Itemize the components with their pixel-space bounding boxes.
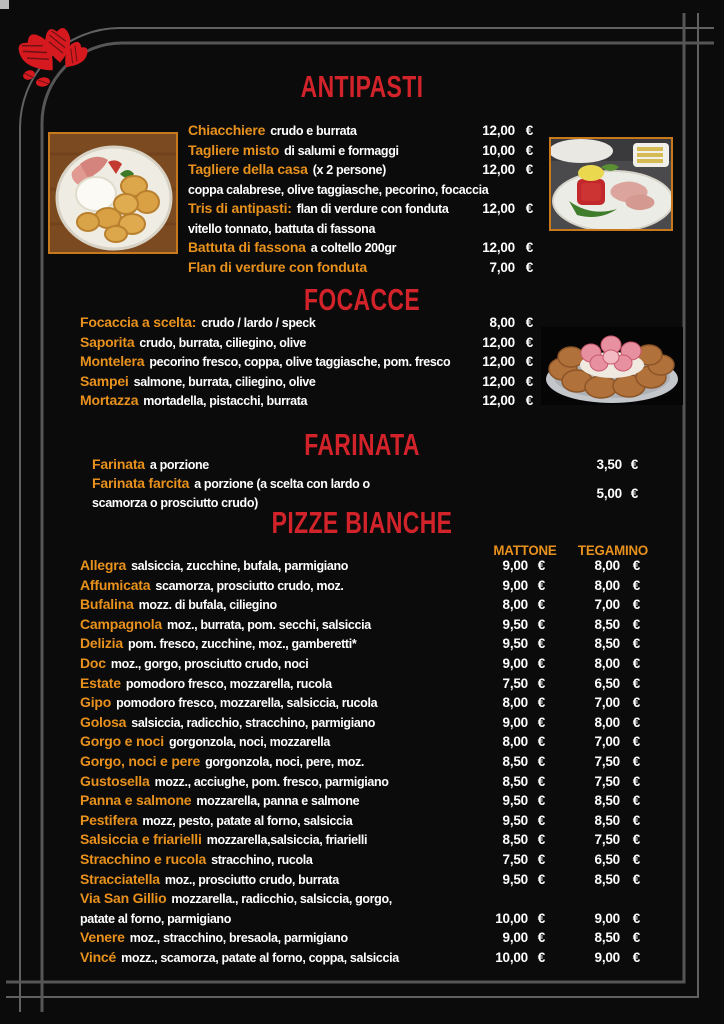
item-description: pom. fresco, zucchine, moz., gamberetti*	[127, 637, 357, 652]
section-title-pizze-bianche: PIZZE BIANCHE	[271, 505, 453, 540]
euro-sign: €	[537, 695, 545, 711]
item-description: crudo, burrata, ciliegino, olive	[139, 335, 307, 350]
price-tegamino: 8,50	[594, 793, 620, 809]
price-mattone: 8,00	[502, 734, 528, 750]
menu-item-row	[80, 929, 646, 949]
price-mattone: 8,50	[502, 832, 528, 848]
item-name: Salsiccia e friarielli	[80, 831, 202, 848]
item-name: Farinata farcita	[92, 475, 190, 491]
menu-item-row	[80, 831, 646, 851]
item-name: Golosa	[80, 713, 127, 730]
item-name: Chiacchiere	[188, 122, 266, 138]
euro-sign: €	[632, 832, 640, 848]
price-mattone: 10,00	[495, 949, 528, 965]
item-description: pomodoro fresco, mozzarella, rucola	[125, 676, 332, 691]
item-description: mozzarella, panna e salmone	[196, 794, 360, 809]
menu-item-text	[188, 142, 399, 160]
menu-item-text	[80, 929, 348, 947]
menu-item-text	[188, 122, 357, 140]
price-mattone: 8,50	[502, 773, 528, 789]
item-name: Flan di verdure con fonduta	[188, 258, 367, 275]
euro-sign: €	[537, 675, 545, 691]
menu-item-row	[188, 181, 533, 201]
item-name: Gorgo, noci e pere	[80, 752, 201, 769]
item-name: Gorgo e noci	[80, 733, 164, 750]
item-name: Tagliere della casa	[188, 161, 308, 177]
euro-sign: €	[537, 577, 545, 593]
menu-item-text	[188, 259, 372, 277]
price-tegamino: 8,00	[594, 655, 620, 671]
euro-sign: €	[632, 734, 640, 750]
item-description: a porzione (a scelta con lardo o	[194, 477, 370, 491]
item-description: mozz, pesto, patate al forno, salsiccia	[142, 813, 353, 828]
menu-item-text	[80, 871, 339, 889]
menu-item-text	[188, 181, 488, 199]
price-tegamino: 7,00	[594, 734, 620, 750]
menu-item-row	[80, 353, 533, 373]
item-name: Farinata	[92, 456, 145, 472]
item-name: Delizia	[80, 635, 123, 652]
euro-sign: €	[525, 373, 533, 389]
menu-item-text	[80, 733, 330, 751]
item-price: 8,00	[489, 315, 515, 330]
euro-sign: €	[525, 393, 533, 408]
menu-item-row	[80, 812, 646, 832]
menu-item-text	[80, 949, 399, 967]
menu-item-row	[188, 259, 533, 279]
price-mattone: 9,00	[502, 714, 528, 730]
euro-sign: €	[630, 486, 638, 501]
item-description: patate al forno, parmigiano	[80, 911, 231, 926]
menu-item-row	[80, 616, 646, 636]
price-tegamino: 7,00	[594, 597, 620, 613]
euro-sign: €	[537, 714, 545, 730]
price-mattone: 9,00	[502, 930, 528, 946]
item-name: Saporita	[80, 333, 135, 350]
menu-item-text	[80, 577, 344, 595]
menu-item-text	[80, 831, 367, 849]
item-name: Venere	[80, 929, 125, 946]
euro-sign: €	[632, 910, 640, 926]
menu-item-row	[80, 557, 646, 577]
euro-sign: €	[525, 334, 533, 350]
euro-sign: €	[537, 930, 545, 946]
menu-item-row	[80, 655, 646, 675]
price-tegamino: 8,00	[594, 577, 620, 593]
focacce-list	[80, 314, 533, 412]
item-name: Bufalina	[80, 596, 134, 613]
item-description: mozz. di bufala, ciliegino	[138, 598, 277, 613]
section-title-antipasti: ANTIPASTI	[300, 69, 424, 104]
menu-item-text	[80, 596, 277, 614]
menu-item-row	[80, 871, 646, 891]
item-name: Affumicata	[80, 576, 151, 593]
price-tegamino: 7,50	[594, 753, 620, 769]
item-price: 7,00	[489, 259, 515, 275]
menu-item-text	[80, 890, 392, 908]
item-name: Focaccia a scelta:	[80, 314, 197, 330]
item-description: crudo / lardo / speck	[201, 316, 316, 330]
hearts-logo	[16, 20, 94, 90]
euro-sign: €	[632, 949, 640, 965]
euro-sign: €	[525, 201, 533, 216]
item-description: mozz., scamorza, patate al forno, coppa, salsiccia	[121, 950, 399, 965]
price-mattone: 7,50	[502, 675, 528, 691]
item-name: Doc	[80, 654, 106, 671]
price-mattone: 8,50	[502, 753, 528, 769]
item-description: scamorza, prosciutto crudo, moz.	[155, 578, 344, 593]
item-name: Tris di antipasti:	[188, 200, 292, 216]
price-tegamino: 7,50	[594, 832, 620, 848]
menu-item-row	[80, 577, 646, 597]
price-mattone: 10,00	[495, 910, 528, 926]
menu-item-row	[80, 949, 646, 969]
price-mattone: 7,50	[502, 851, 528, 867]
menu-item-row	[188, 161, 533, 181]
item-description: pecorino fresco, coppa, olive taggiasche, pom. fresco	[149, 355, 451, 369]
euro-sign: €	[537, 949, 545, 965]
scan-corner-artifact	[0, 0, 9, 9]
euro-sign: €	[632, 597, 640, 613]
menu-item-text	[80, 675, 332, 693]
euro-sign: €	[525, 315, 533, 330]
price-mattone: 8,00	[502, 597, 528, 613]
menu-item-row	[80, 314, 533, 334]
price-mattone: 9,00	[502, 558, 528, 573]
price-mattone: 9,50	[502, 793, 528, 809]
euro-sign: €	[537, 558, 545, 573]
menu-item-row	[80, 851, 646, 871]
item-price: 12,00	[482, 334, 515, 350]
item-description: a porzione	[149, 458, 209, 472]
menu-item-text	[80, 557, 348, 575]
menu-item-text	[92, 475, 370, 493]
euro-sign: €	[632, 773, 640, 789]
price-tegamino: 8,50	[594, 930, 620, 946]
item-description: gorgonzola, noci, pere, moz.	[205, 754, 365, 769]
euro-sign: €	[537, 753, 545, 769]
item-description: salsiccia, radicchio, stracchino, parmigiano	[131, 715, 375, 730]
item-name: Stracchino e rucola	[80, 850, 207, 867]
menu-item-text	[80, 314, 315, 332]
menu-item-text	[92, 494, 258, 512]
menu-item-row	[80, 635, 646, 655]
euro-sign: €	[525, 162, 533, 177]
item-price: 10,00	[482, 142, 515, 158]
menu-item-row	[80, 392, 533, 412]
item-name: Pestifera	[80, 811, 138, 828]
menu-item-text	[80, 334, 306, 352]
item-description: salsiccia, zucchine, bufala, parmigiano	[131, 559, 349, 573]
euro-sign: €	[632, 793, 640, 809]
item-description: moz., prosciutto crudo, burrata	[164, 872, 339, 887]
menu-item-text	[92, 456, 209, 474]
menu-item-text	[80, 753, 364, 771]
price-tegamino: 8,50	[594, 636, 620, 652]
price-tegamino: 9,00	[594, 910, 620, 926]
menu-item-row	[80, 753, 646, 773]
price-mattone: 9,00	[502, 577, 528, 593]
antipasti-list	[188, 122, 533, 278]
menu-item-row	[80, 910, 646, 930]
pizze-bianche-list	[80, 557, 646, 968]
item-price: 3,50	[596, 457, 622, 472]
item-price: 12,00	[482, 373, 515, 389]
price-tegamino: 8,50	[594, 871, 620, 887]
item-description: scamorza o prosciutto crudo)	[92, 496, 258, 510]
item-name: Vincé	[80, 948, 117, 965]
item-description: mozzarella,salsiccia, friarielli	[206, 833, 368, 848]
euro-sign: €	[525, 240, 533, 255]
euro-sign: €	[632, 695, 640, 711]
menu-item-row	[188, 200, 533, 220]
item-name: Gipo	[80, 694, 112, 711]
menu-item-text	[80, 694, 377, 712]
item-name: Allegra	[80, 557, 127, 573]
item-description: di salumi e formaggi	[284, 143, 399, 158]
euro-sign: €	[632, 558, 640, 573]
item-name: Sampei	[80, 372, 129, 389]
menu-item-text	[188, 239, 396, 257]
euro-sign: €	[537, 734, 545, 750]
price-mattone: 9,50	[502, 812, 528, 828]
price-tegamino: 6,50	[594, 675, 620, 691]
price-tegamino: 8,50	[594, 812, 620, 828]
item-name: Campagnola	[80, 615, 163, 632]
item-name: Tagliere misto	[188, 141, 280, 158]
menu-item-text	[80, 773, 389, 791]
item-description: coppa calabrese, olive taggiasche, pecorino, focaccia	[188, 182, 489, 197]
item-description: crudo e burrata	[270, 124, 357, 138]
column-header-mattone: MATTONE	[493, 542, 557, 558]
menu-item-text	[80, 792, 359, 810]
item-description: moz., gorgo, prosciutto crudo, noci	[110, 656, 309, 671]
item-description: mozzarella., radicchio, salsiccia, gorgo,	[171, 892, 392, 907]
item-name: Mortazza	[80, 392, 139, 408]
euro-sign: €	[632, 812, 640, 828]
menu-item-row	[80, 890, 646, 910]
price-mattone: 9,50	[502, 616, 528, 632]
euro-sign: €	[630, 457, 638, 472]
section-title-focacce: FOCACCE	[303, 282, 421, 317]
euro-sign: €	[632, 753, 640, 769]
item-name: Panna e salmone	[80, 792, 192, 809]
price-mattone: 9,50	[502, 636, 528, 652]
menu-item-row	[92, 486, 638, 511]
menu-item-text	[188, 161, 386, 179]
menu-item-row	[80, 792, 646, 812]
item-description: moz., burrata, pom. secchi, salsiccia	[167, 617, 371, 632]
item-price: 12,00	[482, 162, 515, 177]
menu-item-text	[80, 373, 316, 391]
menu-item-row	[80, 596, 646, 616]
menu-item-row	[80, 694, 646, 714]
item-price: 5,00	[596, 486, 622, 501]
euro-sign: €	[537, 597, 545, 613]
price-tegamino: 7,00	[594, 695, 620, 711]
item-price: 12,00	[482, 240, 515, 255]
menu-item-text	[80, 635, 356, 653]
euro-sign: €	[537, 832, 545, 848]
item-description: vitello tonnato, battuta di fassona	[188, 221, 376, 236]
euro-sign: €	[537, 851, 545, 867]
item-name: Battuta di fassona	[188, 239, 306, 255]
menu-item-row	[80, 733, 646, 753]
euro-sign: €	[537, 773, 545, 789]
euro-sign: €	[632, 714, 640, 730]
price-mattone: 9,00	[502, 655, 528, 671]
euro-sign: €	[537, 793, 545, 809]
euro-sign: €	[632, 577, 640, 593]
section-title-farinata: FARINATA	[304, 427, 420, 462]
menu-item-row	[80, 714, 646, 734]
euro-sign: €	[632, 871, 640, 887]
menu-item-row	[80, 675, 646, 695]
euro-sign: €	[525, 123, 533, 138]
menu-item-row	[80, 773, 646, 793]
menu-item-text	[188, 200, 448, 218]
item-description: mortadella, pistacchi, burrata	[143, 394, 308, 408]
item-description: flan di verdure con fonduta	[296, 202, 449, 216]
item-name: Gustosella	[80, 772, 150, 789]
item-description: mozz., acciughe, pom. fresco, parmigiano	[154, 774, 389, 789]
item-price: 12,00	[482, 201, 515, 216]
price-tegamino: 8,00	[594, 714, 620, 730]
price-tegamino: 6,50	[594, 851, 620, 867]
farinata-list	[92, 456, 638, 511]
item-name: Via San Gillio	[80, 890, 167, 907]
item-description: moz., stracchino, bresaola, parmigiano	[129, 931, 348, 946]
item-description: (x 2 persone)	[312, 163, 386, 177]
euro-sign: €	[632, 616, 640, 632]
item-price: 12,00	[482, 354, 515, 369]
item-name: Stracciatella	[80, 870, 160, 887]
item-name: Montelera	[80, 353, 145, 369]
menu-item-row	[80, 334, 533, 354]
euro-sign: €	[632, 930, 640, 946]
menu-item-text	[80, 714, 375, 732]
menu-item-row	[188, 239, 533, 259]
menu-item-text	[80, 353, 450, 371]
column-header-tegamino: TEGAMINO	[577, 542, 649, 558]
item-price: 12,00	[482, 123, 515, 138]
menu-item-text	[80, 655, 308, 673]
price-tegamino: 7,50	[594, 773, 620, 789]
menu-item-text	[80, 851, 313, 869]
antipasti-photo	[48, 132, 178, 254]
euro-sign: €	[537, 812, 545, 828]
price-tegamino: 8,00	[594, 558, 620, 573]
item-description: pomodoro fresco, mozzarella, salsiccia, rucola	[116, 696, 378, 711]
menu-item-row	[188, 122, 533, 142]
euro-sign: €	[537, 871, 545, 887]
euro-sign: €	[632, 655, 640, 671]
menu-item-text	[80, 910, 231, 928]
price-tegamino: 8,50	[594, 616, 620, 632]
item-description: a coltello 200gr	[310, 241, 397, 255]
menu-item-row	[188, 142, 533, 162]
focaccia-photo	[541, 327, 683, 405]
menu-item-text	[80, 812, 352, 830]
item-price: 12,00	[482, 393, 515, 408]
menu-item-text	[188, 220, 375, 238]
euro-sign: €	[632, 636, 640, 652]
menu-item-text	[80, 616, 371, 634]
item-description: salmone, burrata, ciliegino, olive	[133, 374, 316, 389]
euro-sign: €	[525, 354, 533, 369]
euro-sign: €	[632, 851, 640, 867]
item-name: Estate	[80, 674, 121, 691]
price-mattone: 8,00	[502, 695, 528, 711]
euro-sign: €	[525, 259, 533, 275]
item-description: stracchino, rucola	[211, 852, 313, 867]
menu-item-text	[80, 392, 307, 410]
price-mattone: 9,50	[502, 871, 528, 887]
euro-sign: €	[537, 616, 545, 632]
battuta-photo	[549, 137, 673, 231]
euro-sign: €	[525, 142, 533, 158]
euro-sign: €	[537, 910, 545, 926]
euro-sign: €	[537, 655, 545, 671]
euro-sign: €	[537, 636, 545, 652]
menu-item-row	[80, 373, 533, 393]
price-tegamino: 9,00	[594, 949, 620, 965]
menu-item-row	[188, 220, 533, 240]
euro-sign: €	[632, 675, 640, 691]
menu-item-row	[92, 456, 638, 475]
item-description: gorgonzola, noci, mozzarella	[168, 735, 331, 750]
